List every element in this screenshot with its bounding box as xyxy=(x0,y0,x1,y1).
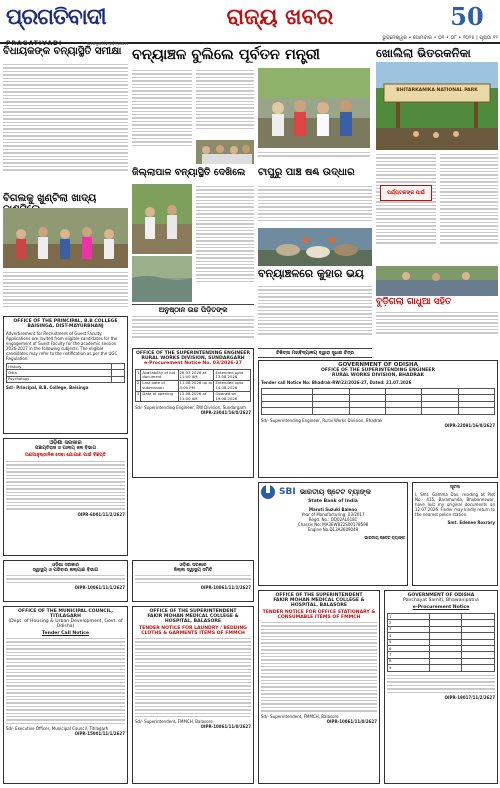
table-row: 2 Last date of submission 11.08.2026 up to 5:00 PM Extended upto 14.08.2026 xyxy=(136,380,251,391)
table-row: History xyxy=(7,364,125,370)
story-7-body xyxy=(258,284,372,346)
story-2-body-left xyxy=(132,68,192,160)
anniversary-badge: 50 xyxy=(450,2,484,31)
story-5-body xyxy=(258,184,372,228)
story-3-headline[interactable]: ଖୋଲିଲା ଭିତରକନିକା xyxy=(376,46,471,60)
story-5-headline[interactable]: ଟାପୁରୁ ପାଞ୍ଚ ଷଣ୍ଢ ଉଦ୍ଧାର xyxy=(258,167,355,178)
bhitarkanika-image xyxy=(376,62,498,150)
fmmch-stationary-ad[interactable]: OFFICE OF THE SUPERINTENDENT FAKIR MOHAN MEDICAL COLLEGE & HOSPITAL, BALASORE TENDER NOTICE FOR OFFICE STATIONARY & CONSUMABLE ITEMS OF FMMCH Sd/- Superintendent, FMMCH, Balasore OIPR-10061/11/0/2627 xyxy=(258,590,380,784)
story-4-body xyxy=(196,184,254,300)
table-row: Psychology xyxy=(7,376,125,382)
table-row: 5 xyxy=(388,639,495,645)
crowd-image xyxy=(196,140,254,164)
tourism-badge: ପର୍ଯ୍ୟଟକଙ୍କ ପାଇଁ xyxy=(380,185,432,201)
sbi-ad[interactable]: SBI ଭାରତୀୟ ଷ୍ଟେଟ ବ୍ୟାଙ୍କ State Bank of India Maruti Suzuki Baleno Year of Manufacturing: 03/2017 Regd. No.: OD02AL6181 Chassis No: MA3EWB22S00178598 Engine No.D13A3609049 ଭାରତୀୟ ଷ୍ଟେଟ ବ୍ୟାଙ୍କ xyxy=(258,482,408,586)
odisha-govt-tender-ad[interactable]: GOVERNMENT OF ODISHA OFFICE OF THE SUPERINTENDING ENGINEER RURAL WORKS DIVISION, BHADRAK Tender call Notice No: Bhadrak-RW/22/2026-27, Dated: 21.07.2026 Sd/- Superintending Engineer, Rural Works Division, Bhadrak OIPR-22091/16/0/2627 xyxy=(258,360,498,478)
rural-works-ad[interactable]: OFFICE OF THE SUPERINTENDING ENGINEER RURAL WORKS DIVISION, SUNDARGARH e-Procurement Notice No. 03/2026-27 1 Availability of bid document 28.07.2026 at 11:00 AM Extended upto 13.08.2026 2 Last date of submission 11.08.2026 up to 5:00 PM Extended upto 14.08.2026 3 Date of opening 12.08.2026 at 11:00 AM Opened on 19.08.2026 Sd/- Superintending Engineer, RW Division, Sundargarh OIPR-23041/16/0/2627 xyxy=(132,348,254,478)
story-6-headline[interactable]: ବିଗଲକୁ ଖୁଣ୍ଟିଲା ଖାଦ୍ୟ xyxy=(3,193,97,204)
panchayat-ad[interactable]: ଓଡ଼ିଶା ସରକାର ପଞ୍ଚାୟତିରାଜ ଓ ପାନୀୟ ଜଳ ବିଭାଗ ଅଣଆନୁଷ୍ଠାନିକ ସେବା ଯୋଗାଣ ପାଇଁ ବିଜ୍ଞପ୍ତି OIPR-6001/11/2/2627 xyxy=(3,438,128,556)
section-title: ରାଜ୍ୟ ଖବର xyxy=(226,4,334,30)
flood-visit-image xyxy=(258,68,370,148)
food-distribution-photo xyxy=(3,208,128,268)
table-row: 8 xyxy=(388,658,495,664)
table-row: 1 xyxy=(388,614,495,620)
park-sign: BHITARKANIKA NATIONAL PARK xyxy=(396,88,478,93)
table-row: Odia xyxy=(7,370,125,376)
table-row: 9 xyxy=(388,665,495,671)
story-2-body-mid xyxy=(196,68,254,138)
odisha-govt-table xyxy=(261,388,495,415)
drowning-photo xyxy=(376,266,498,296)
tender-dates-table xyxy=(135,369,251,402)
story-1-body xyxy=(3,62,128,190)
table-row: 3 Date of opening 12.08.2026 at 11:00 AM Opened on 19.08.2026 xyxy=(136,391,251,402)
story-3-body-2 xyxy=(440,152,498,262)
masthead xyxy=(0,0,500,47)
sbi-logo-icon xyxy=(261,485,275,499)
story-3-body xyxy=(376,152,436,262)
story-9-body xyxy=(132,314,254,346)
story-4-headline[interactable]: ଜିଲ୍ଲାପାଳ ବନ୍ୟାସ୍ଥିତି ଦେଖିଲେ xyxy=(132,167,246,178)
dateline: ଭୁବନେଶ୍ୱର • ସୋମବାର • ୦୧ • ୦୮ • ୨୦୨୫ | ପୃଷ୍ଠା ୧୨ xyxy=(382,35,498,41)
fmmch-laundry-ad[interactable]: OFFICE OF THE SUPERINTENDENT FAKIR MOHAN MEDICAL COLLEGE & HOSPITAL, BALASORE TENDER NOTICE FOR LAUNDRY / BEDDING CLOTHS & GARMENTS ITEMS OF FMMCH Sd/- Superintendent, FMMCH, Balasore OIPR-10061/11/0/2627 xyxy=(132,606,254,784)
story-1-headline[interactable]: ବିଧାୟକଙ୍କ ବନ୍ୟାସ୍ଥିତି ସମୀକ୍ଷା xyxy=(3,46,122,57)
story-2-body-right xyxy=(258,150,370,160)
bhitarkanika-photo xyxy=(376,62,498,150)
procurement-table xyxy=(387,613,495,672)
table-row: 6 xyxy=(388,646,495,652)
story-7-headline[interactable]: ବନ୍ୟାଞ୍ଚଳରେ କୁହାର ଭୟ xyxy=(258,267,364,280)
titlagarh-municipal-ad[interactable]: OFFICE OF THE MUNICIPAL COUNCIL, TITILAGARH (Dept. of Housing & Urban Development, Govt. of Odisha) Tender Call Notice Sd/- Executive Officer, Municipal Council, Titilagarh OIPR-15001/11/1/2627 xyxy=(3,606,128,784)
table-row: 1 Availability of bid document 28.07.2026 at 11:00 AM Extended upto 13.08.2026 xyxy=(136,370,251,381)
district-health-ad[interactable]: ଓଡ଼ିଶା ସରକାର ଜିଲ୍ଲା ସ୍ୱାସ୍ଥ୍ୟ ସମିତି OIPR-10061/11/1/2627 xyxy=(132,560,254,602)
bull-rescue-photo xyxy=(258,228,372,266)
flooded-field-photo xyxy=(132,256,192,302)
story-8-body xyxy=(376,310,498,348)
crowd-photo xyxy=(196,140,254,164)
lost-document-notice[interactable]: ସୂଚନା I, Smt. Gamma Das, residing at Plot No.- 415, Baramunda, Bhubaneswar, have lost my original documents on 12.07.2026. Finder may kindly return to the nearest police station. Smt. Edenee Roxrary xyxy=(412,482,498,586)
collector-photo xyxy=(132,184,192,254)
health-dept-ad[interactable]: ଓଡ଼ିଶା ସରକାର ସ୍ୱାସ୍ଥ୍ୟ ଓ ପରିବାର କଲ୍ୟାଣ ବିଭାଗ OIPR-10061/11/1/2627 xyxy=(3,560,128,602)
college-ad[interactable]: OFFICE OF THE PRINCIPAL, B.B COLLEGE BAISINGA, DIST-MAYURBHANJ Advertisement for Recruitment of Guest Faculty. Applications are invited from eligible candidates for the engagement of Guest Faculty for the academic session 2026-2027 in the following subjects. The eligible candidates may refer to the notification as per the UGC Regulation. History Odia Psychology Sd/- Principal, B.B. College, Baisinga xyxy=(3,316,128,434)
table-row: 2 xyxy=(388,620,495,626)
bull-rescue-image xyxy=(258,228,372,266)
drowning-image xyxy=(376,266,498,296)
subjects-table xyxy=(6,363,125,383)
newspaper-logo[interactable]: ପ୍ରଗତିବାଦୀ PRAGATIVADI pragativadi.com xyxy=(6,4,129,47)
story-8-headline[interactable]: ବୁଡ଼ିଗଲା ଗାଧୁଆ ସହିତ xyxy=(376,297,452,307)
table-row: 3 xyxy=(388,626,495,632)
dept-caption: ଚିକିତ୍ସା ମହାବିଦ୍ୟାଳୟ ଦ୍ୱାରା ସୁଧାର ଚିତ୍ର xyxy=(258,348,372,358)
food-distribution-image xyxy=(3,208,128,268)
collector-image xyxy=(132,184,192,254)
story-6-body xyxy=(3,270,128,314)
table-row: 7 xyxy=(388,652,495,658)
table-row: 4 xyxy=(388,633,495,639)
table-row xyxy=(262,408,495,414)
story-9-headline[interactable]: ଅନୁଷ୍ଠାନ ଉଚ୍ଚ ପିଡ଼ିତଙ୍କ xyxy=(132,304,254,313)
flood-visit-photo xyxy=(258,68,370,148)
bhawanipatna-ad[interactable]: GOVERNMENT OF ODISHA Panchayat Samiti, Bhawanipatna e-Procurement Notice 1 2 3 4 5 6 7 8 9 OIPR-19017/11/2/2627 xyxy=(384,590,498,784)
flooded-field-image xyxy=(132,256,192,302)
story-2-headline[interactable]: ବନ୍ୟାଞ୍ଚଳ ବୁଲିଲେ ପୂର୍ବତନ ମନ୍ତ୍ରୀ xyxy=(132,46,320,63)
